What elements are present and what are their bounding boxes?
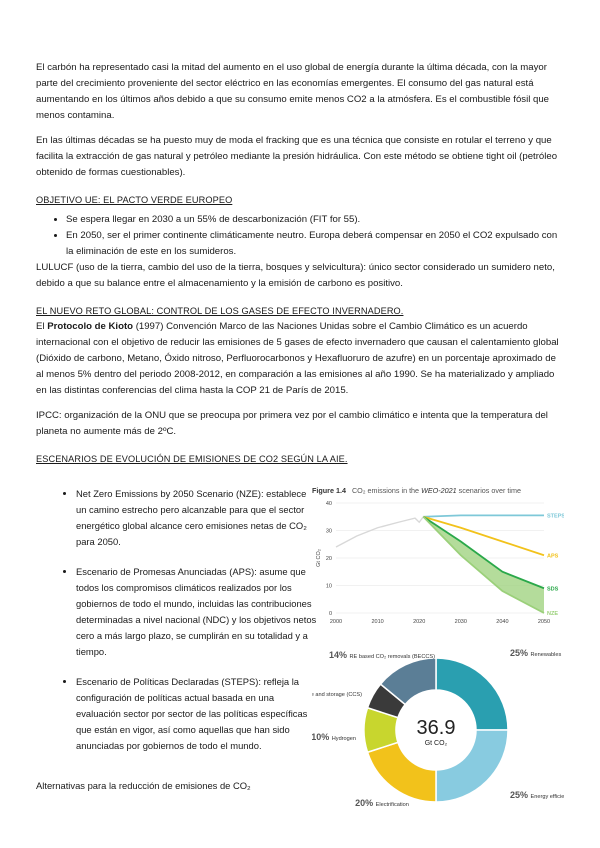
x-tick-label: 2000 bbox=[329, 619, 343, 625]
bullet-item: • En 2050, ser el primer continente climáticamente neutro. Europa deberá compensar en 2050 el CO2 expulsado con la eliminación de este en los sumideros. bbox=[66, 228, 564, 260]
scenario-list bbox=[58, 486, 318, 768]
donut-center-unit: Gt CO₂ bbox=[424, 740, 448, 747]
figure-title bbox=[312, 486, 564, 495]
paragraph-kyoto bbox=[36, 319, 564, 399]
kyoto-bold: Protocolo de Kioto bbox=[47, 321, 134, 332]
nze-sds-band bbox=[423, 517, 544, 613]
series-label: NZE bbox=[547, 611, 558, 617]
y-tick-label: 30 bbox=[325, 528, 332, 535]
slice-label: 25% Renewables bbox=[510, 648, 562, 658]
abatement-donut-chart bbox=[312, 640, 564, 812]
figure-label: Figure 1.4 bbox=[312, 486, 346, 495]
x-tick-label: 2030 bbox=[454, 619, 467, 625]
x-tick-label: 2020 bbox=[413, 619, 426, 625]
series-label: APS bbox=[547, 553, 559, 560]
series-label: STEPS bbox=[547, 513, 564, 520]
scenario-aps: • Escenario de Promesas Anunciadas (APS): asume que todos los compromisos climáticos realizados por los gobiernos de todo el mundo, incluidas las contribuciones determinadas a nivel nacional (NDC) y los objetivos netos cero a más largo plazo, se cumplirán en su totalidad y a tiempo. bbox=[76, 564, 318, 660]
series-line-sds bbox=[423, 517, 544, 589]
bullet-list-ue bbox=[36, 212, 564, 260]
slice-label: 10% Hydrogen bbox=[312, 732, 356, 742]
series-line-historical bbox=[336, 517, 423, 547]
scenario-nze: • Net Zero Emissions by 2050 Scenario (NZE): establece un camino estrecho pero alcanzable para que el sector energético global alcance cero emisiones netas de CO₂ para 2050. bbox=[76, 486, 318, 550]
slice-label: 14% RE based CO₂ removals (BECCS) bbox=[329, 650, 435, 660]
paragraph-coal: El carbón ha representado casi la mitad del aumento en el uso global de energía durante la última década, con la mayor parte del crecimiento proveniente del sector eléctrico en las economías emergentes. El consumo del gas natural está aumentando en los últimos años debido a que su consumo emite menos CO2 a la atmósfera. Es el combustible fósil que menos contamina. bbox=[36, 62, 550, 121]
kyoto-rest: (1997) Convención Marco de las Naciones Unidas sobre el Cambio Climático es un acuerdo internacional con el objetivo de reducir las emisiones de 5 gases de efecto invernadero que causan el calentamiento global (Dióxido de carbono, Metano, Óxido nitroso, Perfluorocarbonos y Hexafluoruro de azufre) en un porcentaje aproximado de al menos 5% dentro del periodo 2008-2012, en comparación a las emisiones al año 1990. Se ha materializado y ampliado en las distintas conferencias del clima hasta la COP 21 de París de 2015. bbox=[36, 321, 559, 396]
scenarios-section bbox=[36, 486, 564, 816]
paragraph-fracking: En las últimas décadas se ha puesto muy de moda el fracking que es una técnica que consiste en rotular el terreno y que facilita la extracción de gas natural y petróleo mediante la presión hidráulica. Con este método se obtiene tight oil (petróleo obtenido de formas cuestionables). bbox=[36, 135, 558, 178]
x-tick-label: 2010 bbox=[371, 619, 384, 625]
figure-title-italic: WEO-2021 bbox=[421, 486, 457, 495]
paragraph-ipcc: IPCC: organización de la ONU que se preocupa por primera vez por el cambio climático e intenta que la temperatura del planeta no aumente más de 2ºC. bbox=[36, 410, 548, 437]
x-tick-label: 2040 bbox=[496, 619, 509, 625]
y-tick-label: 40 bbox=[325, 501, 332, 507]
heading-global: EL NUEVO RETO GLOBAL: CONTROL DE LOS GASES DE EFECTO INVERNADERO. bbox=[36, 306, 404, 316]
alternatives-caption: Alternativas para la reducción de emisiones de CO₂ bbox=[36, 780, 251, 791]
heading-ue: OBJETIVO UE: EL PACTO VERDE EUROPEO bbox=[36, 195, 233, 205]
donut-center-value: 36.9 bbox=[416, 717, 456, 739]
scenario-steps: • Escenario de Políticas Declaradas (STEPS): refleja la configuración de políticas actual basada en una evaluación sector por sector de las políticas específicas que están en vigor, así como aquellas que han sido anunciadas por gobiernos de todo el mundo. bbox=[76, 674, 318, 754]
kyoto-pre: El bbox=[36, 321, 45, 332]
figure-title-post: scenarios over time bbox=[458, 486, 521, 495]
x-tick-label: 2050 bbox=[537, 619, 551, 625]
slice-label: and storage (CCS) bbox=[315, 692, 362, 698]
emissions-line-chart bbox=[312, 495, 564, 629]
figure-title-pre: CO₂ emissions in the bbox=[351, 486, 420, 495]
series-line-steps bbox=[423, 515, 544, 516]
y-axis-label: Gt CO₂ bbox=[316, 549, 322, 567]
y-tick-label: 20 bbox=[325, 556, 332, 562]
slice-label: 25% Energy efficie bbox=[510, 790, 564, 800]
series-label: SDS bbox=[547, 586, 559, 593]
y-tick-label: 0 bbox=[328, 611, 332, 617]
slice-label: 20% Electrification bbox=[355, 798, 409, 808]
document-body bbox=[36, 60, 564, 467]
bullet-item: • Se espera llegar en 2030 a un 55% de descarbonización (FIT for 55). bbox=[66, 212, 564, 228]
y-tick-label: 10 bbox=[325, 583, 332, 590]
paragraph-lulucf: LULUCF (uso de la tierra, cambio del uso de la tierra, bosques y selvicultura): único sector considerado un sumidero neto, debido a que su balance entre el almacenamiento y la emisión de carbono es positivo. bbox=[36, 262, 555, 289]
figures bbox=[312, 486, 564, 817]
heading-scenarios: ESCENARIOS DE EVOLUCIÓN DE EMISIONES DE CO2 SEGÚN LA AIE. bbox=[36, 454, 348, 464]
